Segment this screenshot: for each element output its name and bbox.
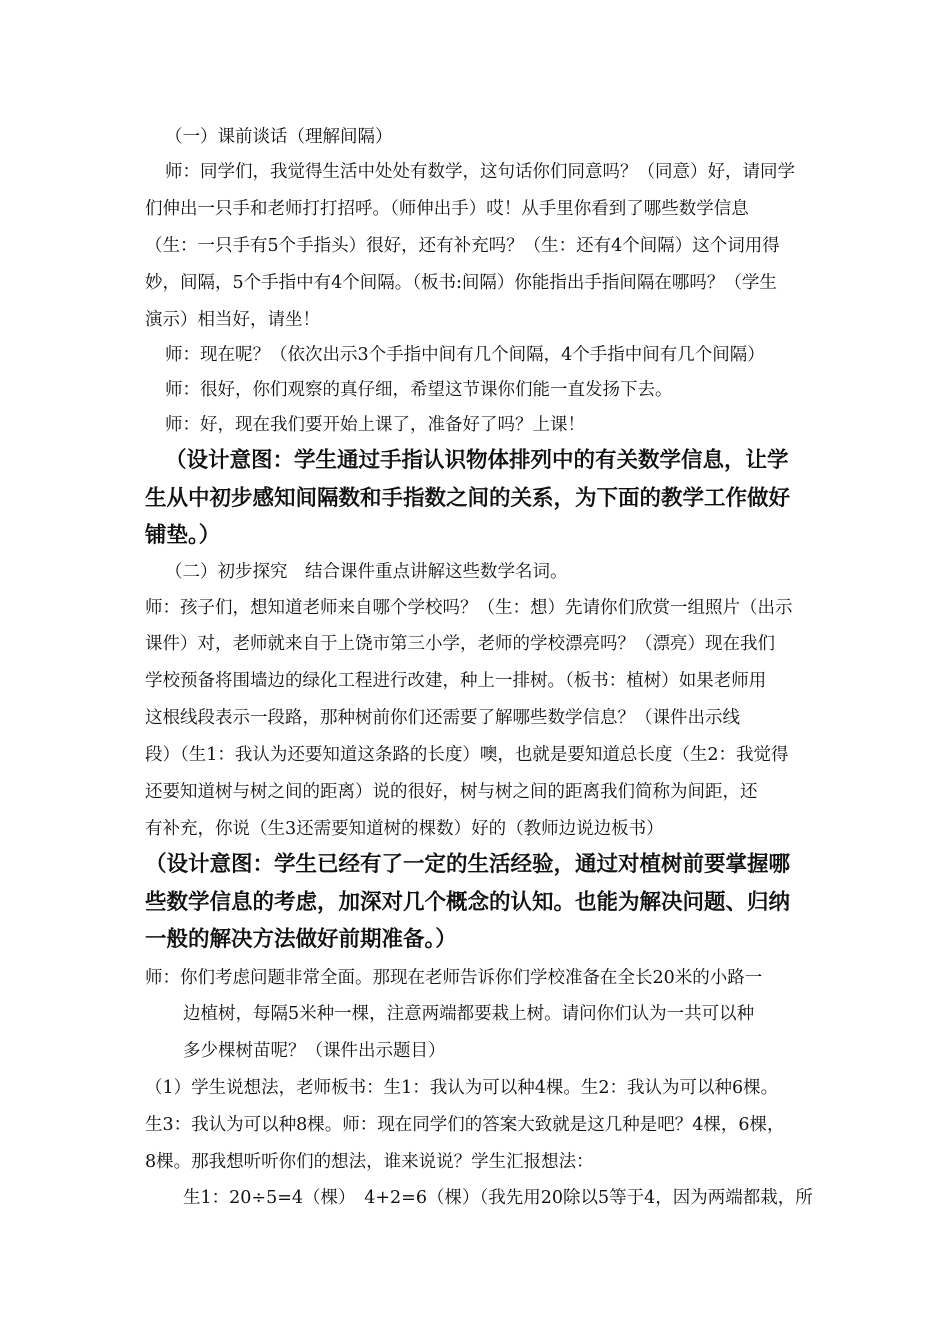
paragraph-line: （生：一只手有5个手指头）很好，还有补充吗？（生：还有4个间隔）这个词用得 xyxy=(145,236,780,256)
design-intent-line: （设计意图：学生已经有了一定的生活经验，通过对植树前要掌握哪 xyxy=(145,852,791,877)
paragraph-line: 师：现在呢？（依次出示3个手指中间有几个间隔，4个手指中间有几个间隔） xyxy=(165,345,765,365)
paragraph-line: 多少棵树苗呢？（课件出示题目） xyxy=(183,1041,446,1061)
paragraph-line: 8棵。那我想听听你们的想法，谁来说说？学生汇报想法： xyxy=(145,1152,594,1172)
paragraph-line: 这根线段表示一段路，那种树前你们还需要了解哪些数学信息？（课件出示线 xyxy=(145,708,740,728)
paragraph-line: 还要知道树与树之间的距离）说的很好，树与树之间的距离我们简称为间距，还 xyxy=(145,782,758,802)
section-heading-1: （一）课前谈话（理解间隔） xyxy=(165,127,393,147)
paragraph-line: 演示）相当好，请坐！ xyxy=(145,310,320,330)
paragraph-line: 有补充，你说（生3还需要知道树的棵数）好的（教师边说边板书） xyxy=(145,819,664,839)
paragraph-line: 生3：我认为可以种8棵。师：现在同学们的答案大致就是这几种是吧？4棵，6棵， xyxy=(145,1115,785,1135)
section-heading-2: （二）初步探究 结合课件重点讲解这些数学名词。 xyxy=(165,562,568,582)
paragraph-line: 师：很好，你们观察的真仔细，希望这节课你们能一直发扬下去。 xyxy=(165,380,673,400)
paragraph-line: 师：你们考虑问题非常全面。那现在老师告诉你们学校准备在全长20米的小路一 xyxy=(145,968,763,988)
paragraph-line: 生1：20÷5=4（棵） 4+2=6（棵）（我先用20除以5等于4，因为两端都栽，所 xyxy=(183,1188,813,1208)
paragraph-line: （1）学生说想法，老师板书：生1：我认为可以种4棵。生2：我认为可以种6棵。 xyxy=(145,1078,779,1098)
paragraph-line: 段）（生1：我认为还要知道这条路的长度）噢，也就是要知道总长度（生2：我觉得 xyxy=(145,745,789,765)
design-intent-line: 铺垫。） xyxy=(145,523,221,548)
paragraph-line: 们伸出一只手和老师打打招呼。（师伸出手）哎！从手里你看到了哪些数学信息 xyxy=(145,199,749,219)
paragraph-line: 师：好，现在我们要开始上课了，准备好了吗？上课！ xyxy=(165,415,585,435)
design-intent-line: （设计意图：学生通过手指认识物体排列中的有关数学信息，让学 xyxy=(165,448,789,473)
paragraph-line: 学校预备将围墙边的绿化工程进行改建，种上一排树。（板书：植树）如果老师用 xyxy=(145,671,767,691)
design-intent-line: 一般的解决方法做好前期准备。） xyxy=(145,927,457,952)
paragraph-line: 妙，间隔，5个手指中有4个间隔。（板书:间隔）你能指出手指间隔在哪吗？（学生 xyxy=(145,273,777,293)
paragraph-line: 师：同学们，我觉得生活中处处有数学，这句话你们同意吗？（同意）好，请同学 xyxy=(165,162,795,182)
paragraph-line: 边植树，每隔5米种一棵，注意两端都要栽上树。请问你们认为一共可以种 xyxy=(183,1004,755,1024)
paragraph-line: 课件）对，老师就来自于上饶市第三小学，老师的学校漂亮吗？（漂亮）现在我们 xyxy=(145,634,775,654)
paragraph-line: 师：孩子们，想知道老师来自哪个学校吗？（生：想）先请你们欣赏一组照片（出示 xyxy=(145,598,793,618)
design-intent-line: 些数学信息的考虑，加深对几个概念的认知。也能为解决问题、归纳 xyxy=(145,890,791,915)
design-intent-line: 生从中初步感知间隔数和手指数之间的关系，为下面的教学工作做好 xyxy=(145,486,791,511)
